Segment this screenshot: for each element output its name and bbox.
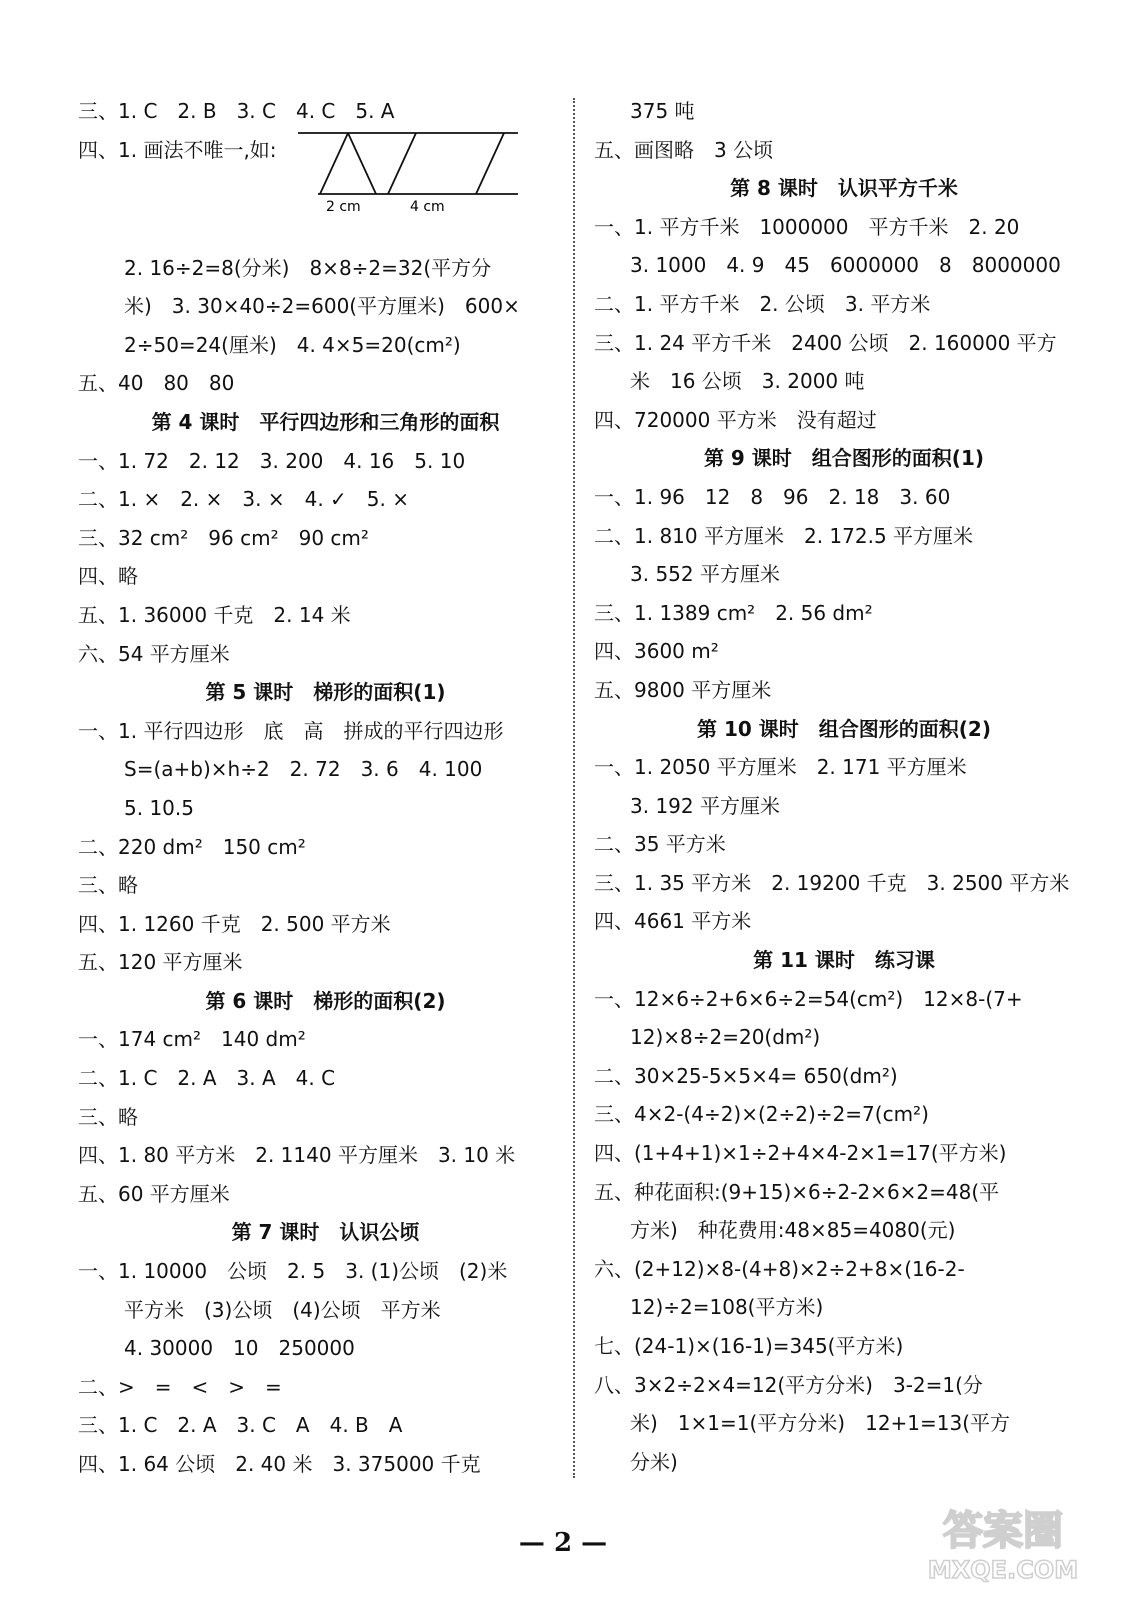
answer-line: 三、32 cm² 96 cm² 90 cm² xyxy=(78,525,369,550)
answer-line: 五、画图略 3 公顷 xyxy=(594,137,774,162)
answer-line: 八、3×2÷2×4=12(平方分米) 3-2=1(分 xyxy=(594,1372,983,1397)
answer-line: 五、种花面积:(9+15)×6÷2-2×6×2=48(平 xyxy=(594,1179,1000,1204)
watermark-top-text: 答案圈 xyxy=(943,1508,1063,1554)
answer-line: 五、1. 36000 千克 2. 14 米 xyxy=(78,602,351,627)
figure-label-4cm: 4 cm xyxy=(410,198,445,215)
answer-line-continued: 375 吨 xyxy=(630,99,695,123)
answer-line: 一、1. 2050 平方厘米 2. 171 平方厘米 xyxy=(594,755,967,780)
answer-line: 二、1. × 2. × 3. × 4. ✓ 5. × xyxy=(78,487,409,512)
lesson-heading: 第 6 课时 梯形的面积(2) xyxy=(205,988,446,1013)
answer-line-continued: 平方米 (3)公顷 (4)公顷 平方米 xyxy=(124,1297,441,1322)
answer-line: 三、1. C 2. A 3. C A 4. B A xyxy=(78,1413,403,1438)
answer-line: 五、9800 平方厘米 xyxy=(594,677,772,702)
lesson-heading: 第 4 课时 平行四边形和三角形的面积 xyxy=(151,409,500,434)
answer-line: 四、略 xyxy=(78,564,138,589)
parallelogram-triangle-figure xyxy=(298,131,528,249)
answer-line: 一、1. 平方千米 1000000 平方千米 2. 20 xyxy=(594,214,1020,239)
triangle-left-side xyxy=(320,133,348,194)
answer-line: 四、1. 64 公顷 2. 40 米 3. 375000 千克 xyxy=(78,1452,481,1476)
answer-line-continued: 2. 16÷2=8(分米) 8×8÷2=32(平方分 xyxy=(124,255,492,280)
watermark-logo xyxy=(908,1496,1098,1586)
answer-line-text: 四、1. 画法不唯一,如: xyxy=(78,137,277,162)
parallelogram-right-side xyxy=(476,133,504,194)
answer-line-continued: 4. 30000 10 250000 xyxy=(124,1336,355,1361)
answer-line-continued: 3. 1000 4. 9 45 6000000 8 8000000 xyxy=(630,253,1061,278)
left-column xyxy=(78,92,573,1484)
answer-line-continued: 米 16 公顷 3. 2000 吨 xyxy=(630,369,865,394)
lesson-heading: 第 10 课时 组合图形的面积(2) xyxy=(697,716,991,741)
answer-line: 三、略 xyxy=(78,1104,138,1129)
lesson-heading: 第 5 课时 梯形的面积(1) xyxy=(205,680,446,705)
answer-line: 三、4×2-(4÷2)×(2÷2)÷2=7(cm²) xyxy=(594,1102,929,1127)
answer-line: 一、174 cm² 140 dm² xyxy=(78,1027,306,1052)
answer-line: 一、1. 72 2. 12 3. 200 4. 16 5. 10 xyxy=(78,448,466,473)
lesson-heading: 第 11 课时 练习课 xyxy=(753,948,935,973)
answer-line-continued: 12)÷2=108(平方米) xyxy=(630,1295,824,1320)
answer-line: 一、1. 96 12 8 96 2. 18 3. 60 xyxy=(594,484,951,509)
answer-line: 六、54 平方厘米 xyxy=(78,641,230,666)
watermark-bottom-text: MXQE.COM xyxy=(927,1556,1079,1584)
answer-line: 四、4661 平方米 xyxy=(594,909,752,934)
answer-line-continued: 2÷50=24(厘米) 4. 4×5=20(cm²) xyxy=(124,332,461,357)
right-column xyxy=(594,92,1094,1481)
answer-line: 三、略 xyxy=(78,873,138,898)
figure-label-2cm: 2 cm xyxy=(326,198,361,215)
page-number: — 2 — xyxy=(518,1528,608,1558)
answer-line-continued: 方米) 种花费用:48×85=4080(元) xyxy=(630,1218,956,1243)
answer-line: 五、40 80 80 xyxy=(78,371,235,396)
answer-line: 二、1. 810 平方厘米 2. 172.5 平方厘米 xyxy=(594,523,974,548)
answer-line: 三、1. 1389 cm² 2. 56 dm² xyxy=(594,600,873,625)
answer-line: 四、1. 1260 千克 2. 500 平方米 xyxy=(78,911,391,936)
answer-line: 五、120 平方厘米 xyxy=(78,950,243,975)
answer-line: 四、720000 平方米 没有超过 xyxy=(594,407,877,432)
triangle-right-side xyxy=(348,133,376,194)
answer-line-continued: 3. 552 平方厘米 xyxy=(630,562,780,587)
parallelogram-left-side xyxy=(388,133,416,194)
answer-line-continued: S=(a+b)×h÷2 2. 72 3. 6 4. 100 xyxy=(124,757,483,782)
answer-line: 三、1. 24 平方千米 2400 公顷 2. 160000 平方 xyxy=(594,330,1057,355)
lesson-heading: 第 8 课时 认识平方千米 xyxy=(730,176,958,201)
answer-line: 三、1. C 2. B 3. C 4. C 5. A xyxy=(78,99,395,123)
answer-line: 三、1. 35 平方米 2. 19200 千克 3. 2500 平方米 xyxy=(594,870,1070,895)
answer-line: 一、12×6÷2+6×6÷2=54(cm²) 12×8-(7+ xyxy=(594,986,1023,1011)
answer-line: 二、30×25-5×5×4= 650(dm²) xyxy=(594,1063,898,1088)
answer-line: 二、1. 平方千米 2. 公顷 3. 平方米 xyxy=(594,291,931,316)
lesson-heading: 第 9 课时 组合图形的面积(1) xyxy=(703,446,985,471)
answer-line: 四、1. 80 平方米 2. 1140 平方厘米 3. 10 米 xyxy=(78,1143,516,1168)
answer-line: 七、(24-1)×(16-1)=345(平方米) xyxy=(594,1334,904,1358)
answer-line-continued: 米) 3. 30×40÷2=600(平方厘米) 600× xyxy=(124,294,520,319)
answer-line-continued: 12)×8÷2=20(dm²) xyxy=(630,1025,821,1050)
answer-line-continued: 5. 10.5 xyxy=(124,795,194,820)
answer-line-continued: 米) 1×1=1(平方分米) 12+1=13(平方 xyxy=(630,1411,1011,1436)
answer-line: 二、220 dm² 150 cm² xyxy=(78,834,306,859)
answer-line-continued: 3. 192 平方厘米 xyxy=(630,793,780,818)
answer-line: 五、60 平方厘米 xyxy=(78,1181,230,1206)
answer-line: 四、3600 m² xyxy=(594,639,719,664)
answer-line: 四、(1+4+1)×1÷2+4×4-2×1=17(平方米) xyxy=(594,1141,1007,1166)
answer-line: 六、(2+12)×8-(4+8)×2÷2+8×(16-2- xyxy=(594,1256,965,1281)
answer-line: 二、1. C 2. A 3. A 4. C xyxy=(78,1066,336,1091)
answer-line: 二、> = < > = xyxy=(78,1374,282,1399)
lesson-heading: 第 7 课时 认识公顷 xyxy=(231,1220,420,1245)
answer-line-with-figure xyxy=(78,131,573,249)
column-divider xyxy=(573,98,575,1478)
answer-line: 一、1. 平行四边形 底 高 拼成的平行四边形 xyxy=(78,718,504,743)
answer-line: 一、1. 10000 公顷 2. 5 3. (1)公顷 (2)米 xyxy=(78,1259,508,1284)
answer-line-continued: 分米) xyxy=(630,1449,678,1474)
answer-line: 二、35 平方米 xyxy=(594,832,726,857)
